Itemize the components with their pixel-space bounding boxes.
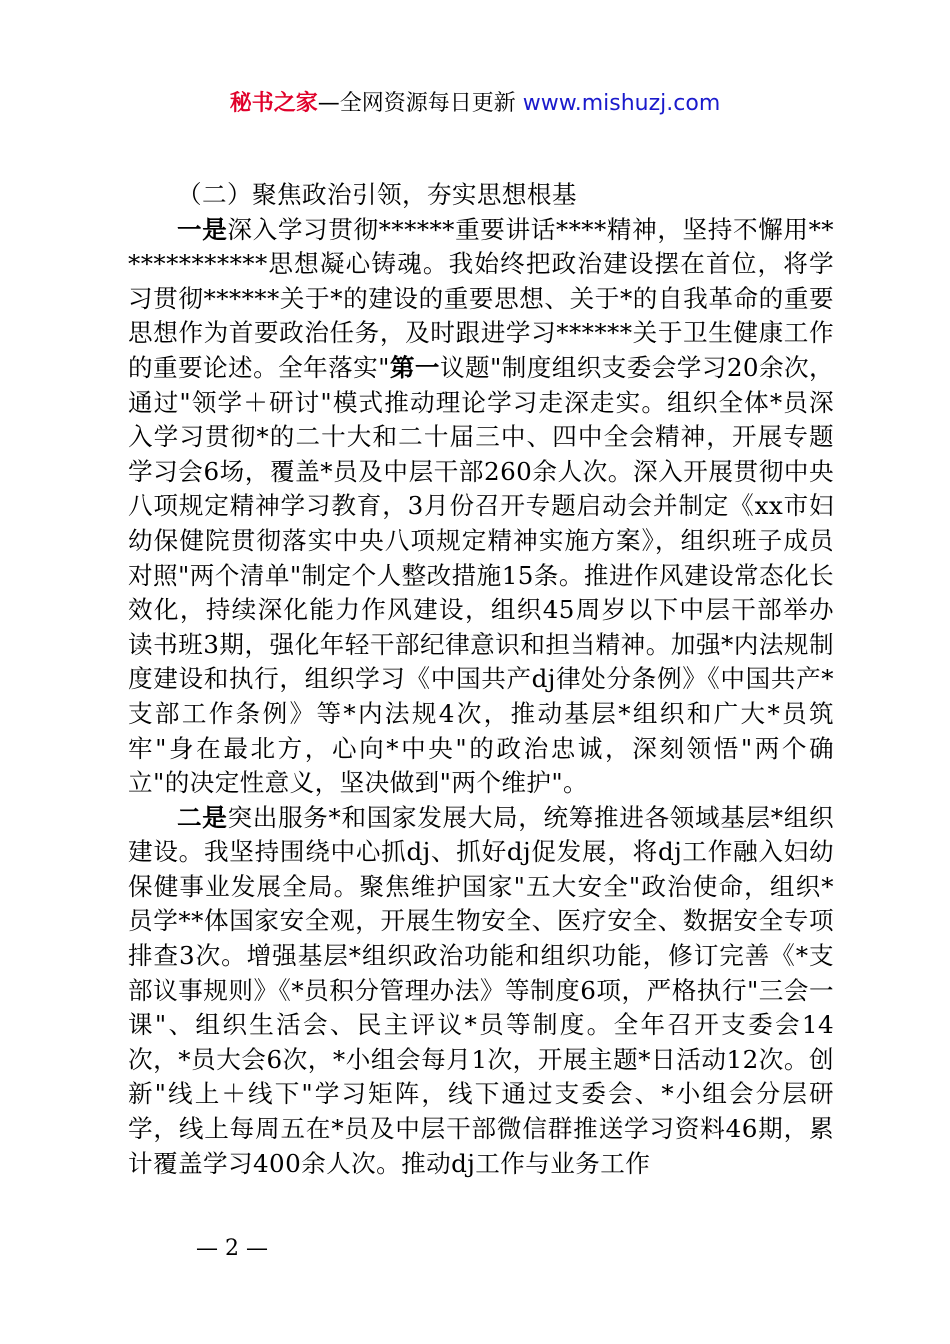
paragraph-2-text: 突出服务*和国家发展大局，统筹推进各领域基层*组织建设。我坚持围绕中心抓dj、抓好dj促发展，将dj工作融入妇幼保健事业发展全局。聚焦维护国家"五大安全"政治使命，组织*员学**体国家安全观，开展生物安全、医疗安全、数据安全专项排查3次。增强基层*组织政治功能和组织功能，修订完善《*支部议事规则》《*员积分管理办法》等制度6项，严格执行"三会一课"、组织生活会、民主评议*员等制度。全年召开支委会14次，*员大会6次，*小组会每月1次，开展主题*日活动12次。创新"线上＋线下"学习矩阵，线下通过支委会、*小组会分层研学，线上每周五在*员及中层干部微信群推送学习资料46期，累计覆盖学习400余人次。推动dj工作与业务工作 xyxy=(128,802,834,1178)
section-heading: （二）聚焦政治引领，夯实思想根基 xyxy=(177,180,577,209)
paragraph-2 xyxy=(128,801,834,1182)
brand-name: 秘书之家 xyxy=(229,91,318,116)
paragraph-1-text-a: 深入学习贯彻******重要讲话****精神，坚持不懈用*************思想凝心铸魂。我始终把政治建设摆在首位，将学习贯彻******关于*的建设的重要思想、关于*的自我革命的重要思想作为首要政治任务，及时跟进学习******关于卫生健康工作的重要论述。全年落实" xyxy=(128,214,834,382)
paragraph-1-lead: 一是 xyxy=(177,214,228,244)
paragraph-2-lead: 二是 xyxy=(177,802,228,832)
site-header xyxy=(0,88,950,120)
paragraph-1 xyxy=(128,213,834,801)
header-tagline: —全网资源每日更新 xyxy=(317,91,523,116)
page-number: — 2 — xyxy=(196,1236,268,1261)
document-body xyxy=(128,178,834,1181)
paragraph-1-emphasis: 第一 xyxy=(389,352,440,382)
site-url-link[interactable]: www.mishuzj.com xyxy=(522,91,721,116)
paragraph-1-text-b: 议题"制度组织支委会学习20余次，通过"领学＋研讨"模式推动理论学习走深走实。组织全体*员深入学习贯彻*的二十大和二十届三中、四中全会精神，开展专题学习会6场，覆盖*员及中层干部260余人次。深入开展贯彻中央八项规定精神学习教育，3月份召开专题启动会并制定《xx市妇幼保健院贯彻落实中央八项规定精神实施方案》，组织班子成员对照"两个清单"制定个人整改措施15条。推进作风建设常态化长效化，持续深化能力作风建设，组织45周岁以下中层干部举办读书班3期，强化年轻干部纪律意识和担当精神。加强*内法规制度建设和执行，组织学习《中国共产dj律处分条例》《中国共产*支部工作条例》等*内法规4次，推动基层*组织和广大*员筑牢"身在最北方，心向*中央"的政治忠诚，深刻领悟"两个确立"的决定性意义，坚决做到"两个维护"。 xyxy=(128,352,834,798)
